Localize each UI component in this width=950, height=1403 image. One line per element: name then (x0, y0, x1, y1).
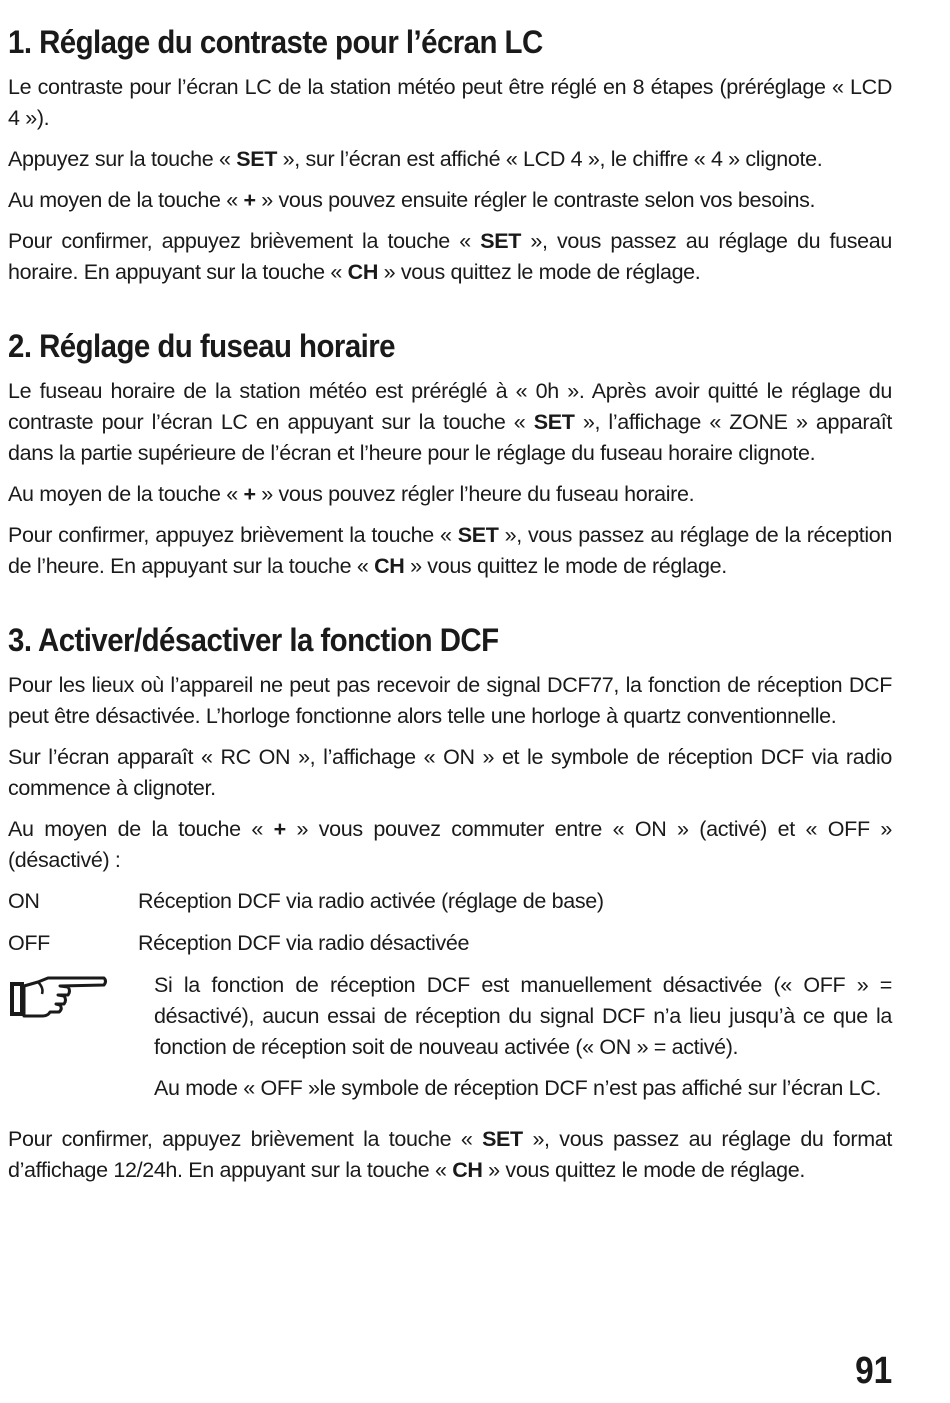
key-label: SET (457, 523, 499, 547)
section-contrast (8, 22, 892, 288)
section-heading: 3. Activer/désactiver la fonction DCF (8, 622, 499, 658)
option-term: OFF (8, 931, 50, 955)
paragraph: Pour confirmer, appuyez brièvement la touche « SET », vous passez au réglage du format d’affichage 12/24h. En appuyant sur la touche « CH » vous quittez le mode de réglage. (8, 1127, 892, 1182)
paragraph: Au moyen de la touche « + » vous pouvez commuter entre « ON » (activé) et « OFF » (désactivé) : (8, 817, 892, 872)
paragraph: Pour confirmer, appuyez brièvement la touche « SET », vous passez au réglage du fuseau horaire. En appuyant sur la touche « CH » vous quittez le mode de réglage. (8, 229, 892, 284)
section-dcf (8, 620, 892, 1186)
option-row-off (8, 928, 892, 959)
key-label: SET (480, 229, 522, 253)
paragraph: Le contraste pour l’écran LC de la station météo peut être réglé en 8 étapes (préréglage « LCD 4 »). (8, 75, 892, 130)
paragraph: Appuyez sur la touche « SET », sur l’écran est affiché « LCD 4 », le chiffre « 4 » clignote. (8, 147, 823, 171)
section-heading: 1. Réglage du contraste pour l’écran LC (8, 24, 543, 60)
key-label: + (243, 188, 256, 212)
paragraph: Au moyen de la touche « + » vous pouvez ensuite régler le contraste selon vos besoins. (8, 188, 816, 212)
pointing-hand-icon (8, 970, 154, 1114)
page-number: 91 (854, 1350, 892, 1392)
manual-page (8, 22, 892, 1196)
section-heading: 2. Réglage du fuseau horaire (8, 328, 396, 364)
paragraph: Pour les lieux où l’appareil ne peut pas recevoir de signal DCF77, la fonction de réception DCF peut être désactivée. L’horloge fonctionne alors telle une horloge à quartz conventionnelle. (8, 673, 892, 728)
option-list (8, 886, 892, 959)
note-paragraph: Au mode « OFF »le symbole de réception DCF n’est pas affiché sur l’écran LC. (154, 1076, 882, 1100)
note-body (154, 970, 892, 1114)
option-row-on (8, 886, 892, 917)
key-label: SET (533, 410, 575, 434)
key-label: SET (236, 147, 278, 171)
paragraph: Le fuseau horaire de la station météo est préréglé à « 0h ». Après avoir quitté le réglage du contraste pour l’écran LC en appuyant sur la touche « SET », l’affichage « ZONE » apparaît dans la partie supérieure de l’écran et l’heure pour le réglage du fuseau horaire clignote. (8, 379, 892, 465)
paragraph: Sur l’écran apparaît « RC ON », l’affichage « ON » et le symbole de réception DCF via radio commence à clignoter. (8, 745, 892, 800)
key-label: CH (374, 554, 405, 578)
note-block (8, 970, 892, 1114)
key-label: CH (347, 260, 378, 284)
key-label: + (273, 817, 286, 841)
paragraph: Au moyen de la touche « + » vous pouvez régler l’heure du fuseau horaire. (8, 482, 695, 506)
key-label: + (243, 482, 256, 506)
note-paragraph: Si la fonction de réception DCF est manuellement désactivée (« OFF » = désactivé), aucun essai de réception du signal DCF n’a lieu jusqu’à ce que la fonction de réception soit de nouveau activée (« ON » = activé). (154, 973, 892, 1059)
option-description: Réception DCF via radio désactivée (138, 931, 470, 955)
key-label: SET (482, 1127, 523, 1151)
section-time-zone (8, 326, 892, 582)
option-term: ON (8, 889, 40, 913)
option-description: Réception DCF via radio activée (réglage de base) (138, 889, 604, 913)
paragraph: Pour confirmer, appuyez brièvement la touche « SET », vous passez au réglage de la réception de l’heure. En appuyant sur la touche « CH » vous quittez le mode de réglage. (8, 523, 892, 578)
key-label: CH (452, 1158, 483, 1182)
